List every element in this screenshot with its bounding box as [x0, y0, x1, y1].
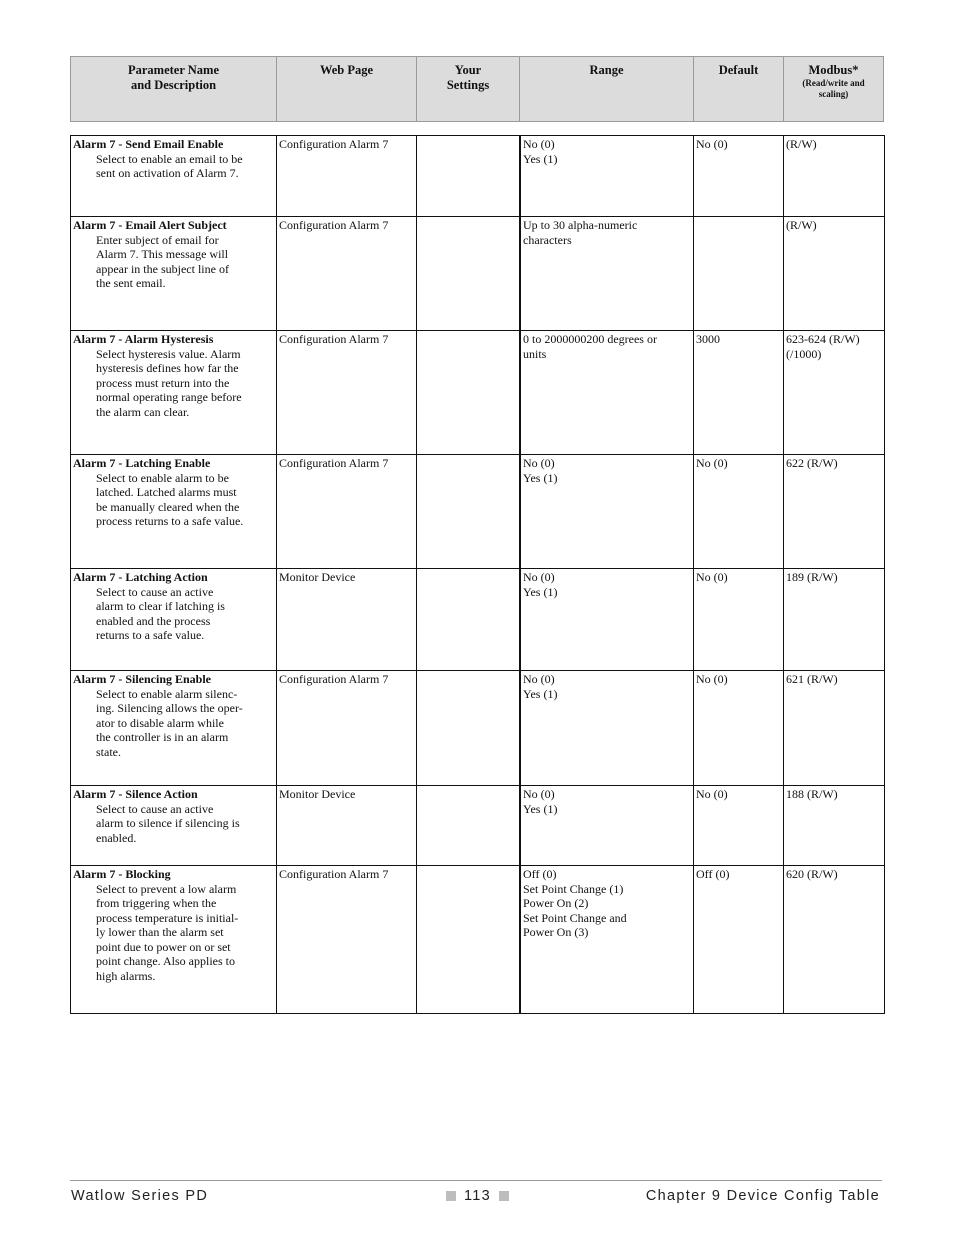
parameter-cell	[71, 569, 277, 670]
range-cell: No (0) Yes (1)	[520, 136, 694, 216]
parameter-name: Alarm 7 - Blocking	[73, 867, 171, 881]
default-cell: No (0)	[694, 671, 784, 785]
modbus-cell: (R/W)	[786, 218, 817, 232]
header-your-settings	[417, 57, 520, 121]
header-default: Default	[694, 57, 784, 121]
header-parameter-name	[71, 57, 277, 121]
table-row	[71, 786, 884, 866]
modbus-cell: 188 (R/W)	[786, 787, 838, 801]
web-page-cell: Monitor Device	[277, 786, 417, 865]
table-row	[71, 136, 884, 217]
parameter-cell	[71, 786, 277, 865]
parameter-name: Alarm 7 - Silence Action	[73, 787, 198, 801]
web-page-cell: Configuration Alarm 7	[277, 455, 417, 568]
modbus-cell: 623-624 (R/W) (/1000)	[786, 332, 860, 361]
range-cell: Up to 30 alpha-numeric characters	[520, 217, 694, 330]
range-cell: No (0) Yes (1)	[520, 569, 694, 670]
parameter-description: Select to cause an active alarm to clear if latching is enabled and the process returns to a safe value.	[96, 584, 225, 642]
header-web-page: Web Page	[277, 57, 417, 121]
footer-chapter-title: Chapter 9 Device Config Table	[645, 1188, 880, 1204]
header-modbus-label: Modbus*	[808, 63, 859, 77]
table-row	[71, 569, 884, 671]
default-cell	[694, 217, 784, 330]
header-modbus	[784, 57, 883, 121]
range-cell: 0 to 2000000200 degrees or units	[520, 331, 694, 454]
parameter-description: Select to prevent a low alarm from triggering when the process temperature is initial- ly lower than the alarm set point due to power on or set point change. Also applies to high alarms.	[96, 881, 239, 983]
your-settings-cell	[417, 671, 520, 785]
footer-divider	[70, 1180, 882, 1181]
parameter-cell	[71, 866, 277, 1013]
web-page-cell: Configuration Alarm 7	[277, 866, 417, 1013]
header-range: Range	[520, 57, 694, 121]
your-settings-cell	[417, 455, 520, 568]
range-cell: No (0) Yes (1)	[520, 786, 694, 865]
your-settings-cell	[417, 331, 520, 454]
default-cell: No (0)	[694, 455, 784, 568]
footer-product-name: Watlow Series PD	[71, 1188, 209, 1204]
header-modbus-sub1: (Read/write and	[802, 78, 865, 88]
parameter-name: Alarm 7 - Latching Action	[73, 570, 208, 584]
header-param-line1: Parameter Name	[127, 63, 220, 77]
range-cell: Off (0) Set Point Change (1) Power On (2) Set Point Change and Power On (3)	[520, 866, 694, 1013]
modbus-cell: (R/W)	[786, 137, 817, 151]
table-row	[71, 455, 884, 569]
modbus-cell: 622 (R/W)	[786, 456, 838, 470]
table-row	[71, 217, 884, 331]
table-row	[71, 331, 884, 455]
parameter-name: Alarm 7 - Email Alert Subject	[73, 218, 227, 232]
parameter-name: Alarm 7 - Latching Enable	[73, 456, 211, 470]
parameter-description: Enter subject of email for Alarm 7. This message will appear in the subject line of the sent email.	[96, 232, 229, 290]
parameter-table	[70, 135, 885, 1014]
web-page-cell: Configuration Alarm 7	[277, 671, 417, 785]
header-your-line2: Settings	[446, 78, 490, 92]
square-icon	[446, 1191, 456, 1201]
default-cell: 3000	[694, 331, 784, 454]
web-page-cell: Monitor Device	[277, 569, 417, 670]
your-settings-cell	[417, 866, 520, 1013]
your-settings-cell	[417, 786, 520, 865]
your-settings-cell	[417, 217, 520, 330]
parameter-cell	[71, 136, 277, 216]
table-row	[71, 866, 884, 1013]
parameter-name: Alarm 7 - Send Email Enable	[73, 137, 224, 151]
default-cell: No (0)	[694, 569, 784, 670]
page-number: 113	[464, 1188, 492, 1204]
range-cell: No (0) Yes (1)	[520, 671, 694, 785]
parameter-cell	[71, 331, 277, 454]
default-cell: No (0)	[694, 136, 784, 216]
web-page-cell: Configuration Alarm 7	[277, 217, 417, 330]
modbus-cell: 189 (R/W)	[786, 570, 838, 584]
default-cell: No (0)	[694, 786, 784, 865]
your-settings-cell	[417, 136, 520, 216]
table-header	[70, 56, 884, 122]
parameter-description: Select to enable alarm silenc- ing. Silencing allows the oper- ator to disable alarm while the controller is in an alarm state.	[96, 686, 243, 759]
parameter-name: Alarm 7 - Alarm Hysteresis	[73, 332, 214, 346]
web-page-cell: Configuration Alarm 7	[277, 136, 417, 216]
range-cell: No (0) Yes (1)	[520, 455, 694, 568]
modbus-cell: 621 (R/W)	[786, 672, 838, 686]
parameter-name: Alarm 7 - Silencing Enable	[73, 672, 212, 686]
parameter-description: Select to enable alarm to be latched. Latched alarms must be manually cleared when the process returns to a safe value.	[96, 470, 244, 528]
default-cell: Off (0)	[694, 866, 784, 1013]
parameter-cell	[71, 671, 277, 785]
header-modbus-sub2: scaling)	[818, 89, 849, 99]
table-row	[71, 671, 884, 786]
parameter-cell	[71, 217, 277, 330]
header-your-line1: Your	[454, 63, 482, 77]
your-settings-cell	[417, 569, 520, 670]
parameter-description: Select hysteresis value. Alarm hysteresis defines how far the process must return into the normal operating range before the alarm can clear.	[96, 346, 242, 419]
parameter-cell	[71, 455, 277, 568]
footer-page-number	[446, 1188, 509, 1204]
web-page-cell: Configuration Alarm 7	[277, 331, 417, 454]
parameter-description: Select to enable an email to be sent on activation of Alarm 7.	[96, 151, 243, 180]
square-icon	[499, 1191, 509, 1201]
parameter-description: Select to cause an active alarm to silence if silencing is enabled.	[96, 801, 240, 845]
modbus-cell: 620 (R/W)	[786, 867, 838, 881]
header-param-line2: and Description	[130, 78, 217, 92]
